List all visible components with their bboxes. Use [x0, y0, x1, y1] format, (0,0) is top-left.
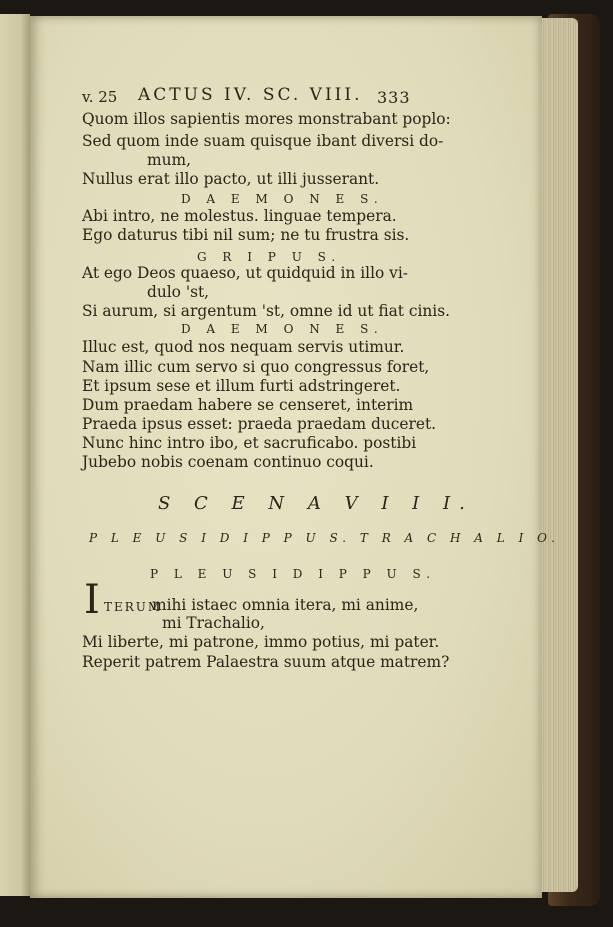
- text-line: mi Trachalio,: [162, 614, 265, 632]
- text-line: Nunc hinc intro ibo, et sacruficabo. postibi: [82, 434, 417, 452]
- text-line: mum,: [147, 151, 191, 169]
- text-line: Sed quom inde suam quisque ibant diversi do-: [82, 132, 444, 150]
- speaker-name: G R I P U S.: [197, 250, 342, 264]
- text-line: Jubebo nobis coenam continuo coqui.: [82, 453, 374, 471]
- text-line: Abi intro, ne molestus. linguae tempera.: [82, 207, 397, 225]
- text-line: Reperit patrem Palaestra suum atque matrem?: [82, 653, 450, 671]
- cast-list: P L E U S I D I P P U S. T R A C H A L I O.: [89, 531, 561, 545]
- speaker-name: D A E M O N E S.: [181, 192, 384, 206]
- verse-number: v. 25: [82, 88, 118, 106]
- drop-cap: I: [84, 577, 100, 623]
- text-line: mihi istaec omnia itera, mi anime,: [152, 596, 419, 614]
- text-line: Illuc est, quod nos nequam servis utimur.: [82, 338, 405, 356]
- first-word: TERUM: [104, 600, 163, 614]
- text-line: Dum praedam habere se censeret, interim: [82, 396, 414, 414]
- page-number: 333: [377, 88, 411, 107]
- previous-page-edge: [0, 14, 30, 896]
- text-line: Ego daturus tibi nil sum; ne tu frustra sis.: [82, 226, 410, 244]
- text-line: Si aurum, si argentum 'st, omne id ut fiat cinis.: [82, 302, 451, 320]
- text-line: dulo 'st,: [147, 283, 210, 301]
- text-line: Praeda ipsus esset: praeda praedam duceret.: [82, 415, 437, 433]
- text-line: At ego Deos quaeso, ut quidquid in illo vi-: [82, 264, 408, 282]
- text-line: Quom illos sapientis mores monstrabant poplo:: [82, 110, 451, 128]
- text-line: Mi liberte, mi patrone, immo potius, mi pater.: [82, 633, 440, 651]
- scene-heading: S C E N A V I I I.: [158, 493, 474, 514]
- speaker-name: P L E U S I D I P P U S.: [150, 567, 437, 581]
- text-line: Nullus erat illo pacto, ut illi jusserant.: [82, 170, 380, 188]
- text-line: Et ipsum sese et illum furti adstringeret.: [82, 377, 401, 395]
- text-line: Nam illic cum servo si quo congressus foret,: [82, 358, 430, 376]
- speaker-name: D A E M O N E S.: [181, 322, 384, 336]
- running-head: ACTUS IV. SC. VIII.: [138, 85, 363, 105]
